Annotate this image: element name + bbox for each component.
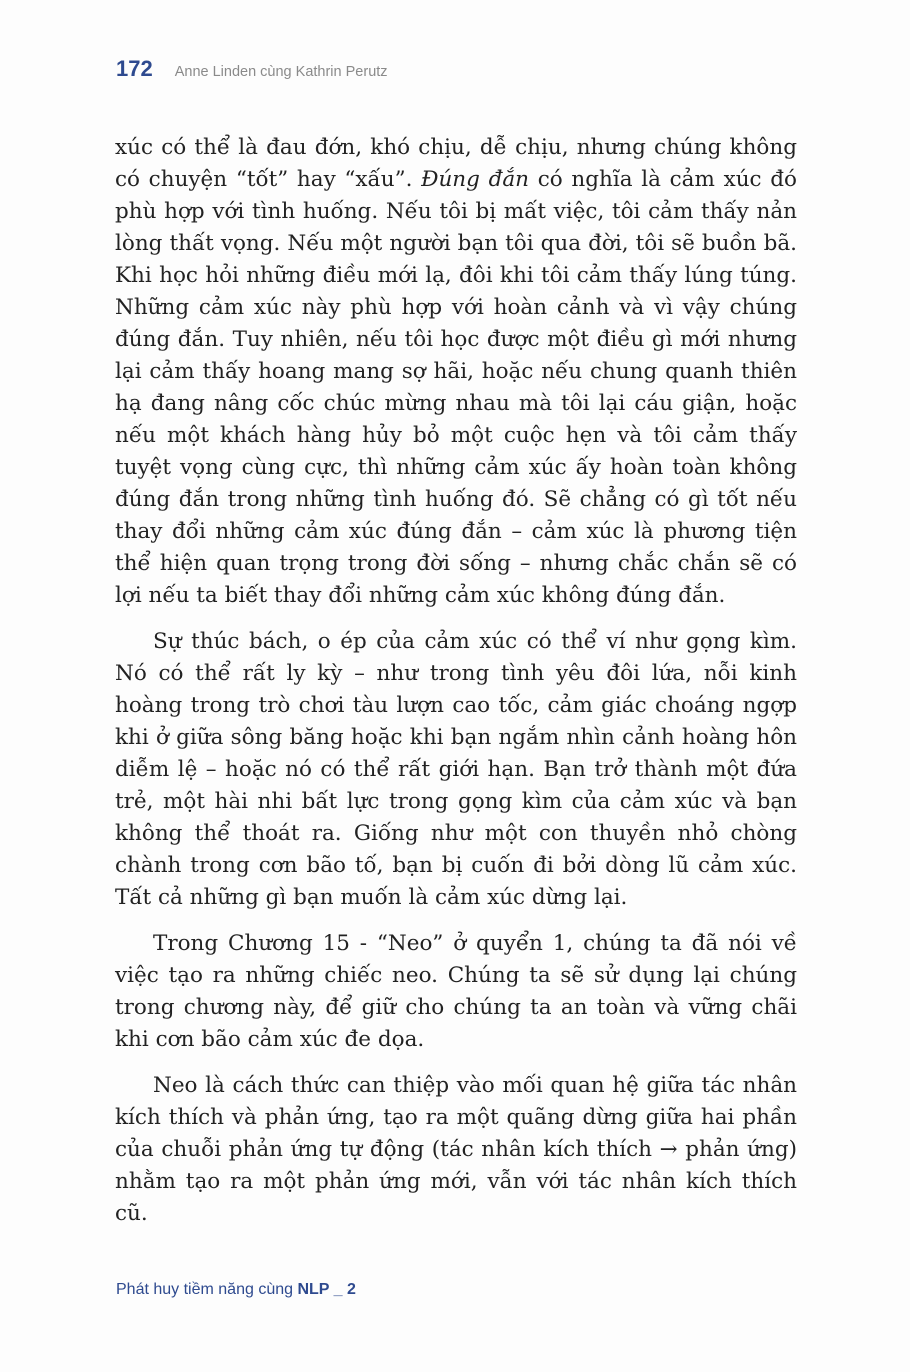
page-number: 172 [116, 56, 153, 81]
page-header [116, 56, 388, 84]
body-text [115, 132, 797, 1244]
footer-series: NLP _ 2 [297, 1281, 356, 1298]
paragraph-1-text-b: có nghĩa là cảm xúc đó phù hợp với tình huống. Nếu tôi bị mất việc, tôi cảm thấy nản lòng thất vọng. Nếu một người bạn tôi qua đời, tôi sẽ buồn bã. Khi học hỏi những điều mới lạ, đôi khi tôi cảm thấy lúng túng. Những cảm xúc này phù hợp với hoàn cảnh và vì vậy chúng đúng đắn. Tuy nhiên, nếu tôi học được một điều gì mới nhưng lại cảm thấy hoang mang sợ hãi, hoặc nếu chung quanh thiên hạ đang nâng cốc chúc mừng nhau mà tôi lại cáu giận, hoặc nếu một khách hàng hủy bỏ một cuộc hẹn và tôi cảm thấy tuyệt vọng cùng cực, thì những cảm xúc ấy hoàn toàn không đúng đắn trong những tình huống đó. Sẽ chẳng có gì tốt nếu thay đổi những cảm xúc đúng đắn – cảm xúc là phương tiện thể hiện quan trọng trong đời sống – nhưng chắc chắn sẽ có lợi nếu ta biết thay đổi những cảm xúc không đúng đắn. [115, 167, 797, 608]
footer-title: Phát huy tiềm năng cùng [116, 1281, 298, 1298]
paragraph-2: Sự thúc bách, o ép của cảm xúc có thể ví như gọng kìm. Nó có thể rất ly kỳ – như trong tình yêu đôi lứa, nỗi kinh hoàng trong trò chơi tàu lượn cao tốc, cảm giác choáng ngợp khi ở giữa sông băng hoặc khi bạn ngắm nhìn cảnh hoàng hôn diễm lệ – hoặc nó có thể rất giới hạn. Bạn trở thành một đứa trẻ, một hài nhi bất lực trong gọng kìm của cảm xúc và bạn không thể thoát ra. Giống như một con thuyền nhỏ chòng chành trong cơn bão tố, bạn bị cuốn đi bởi dòng lũ cảm xúc. Tất cả những gì bạn muốn là cảm xúc dừng lại. [115, 629, 797, 910]
paragraph-3: Trong Chương 15 - “Neo” ở quyển 1, chúng ta đã nói về việc tạo ra những chiếc neo. Chúng ta sẽ sử dụng lại chúng trong chương này, để giữ cho chúng ta an toàn và vững chãi khi cơn bão cảm xúc đe dọa. [115, 931, 797, 1052]
paragraph-1-text-a: xúc có thể là đau đớn, khó chịu, dễ chịu, nhưng chúng không có chuyện “tốt” hay “xấu”. [115, 135, 797, 192]
running-head-author: Anne Linden cùng Kathrin Perutz [174, 64, 388, 80]
paragraph-4: Neo là cách thức can thiệp vào mối quan hệ giữa tác nhân kích thích và phản ứng, tạo ra một quãng dừng giữa hai phần của chuỗi phản ứng tự động (tác nhân kích thích → phản ứng) nhằm tạo ra một phản ứng mới, vẫn với tác nhân kích thích cũ. [115, 1073, 797, 1226]
page-footer [116, 1281, 356, 1299]
paragraph-1 [115, 132, 797, 612]
paragraph-1-italic: Đúng đắn [421, 167, 530, 192]
